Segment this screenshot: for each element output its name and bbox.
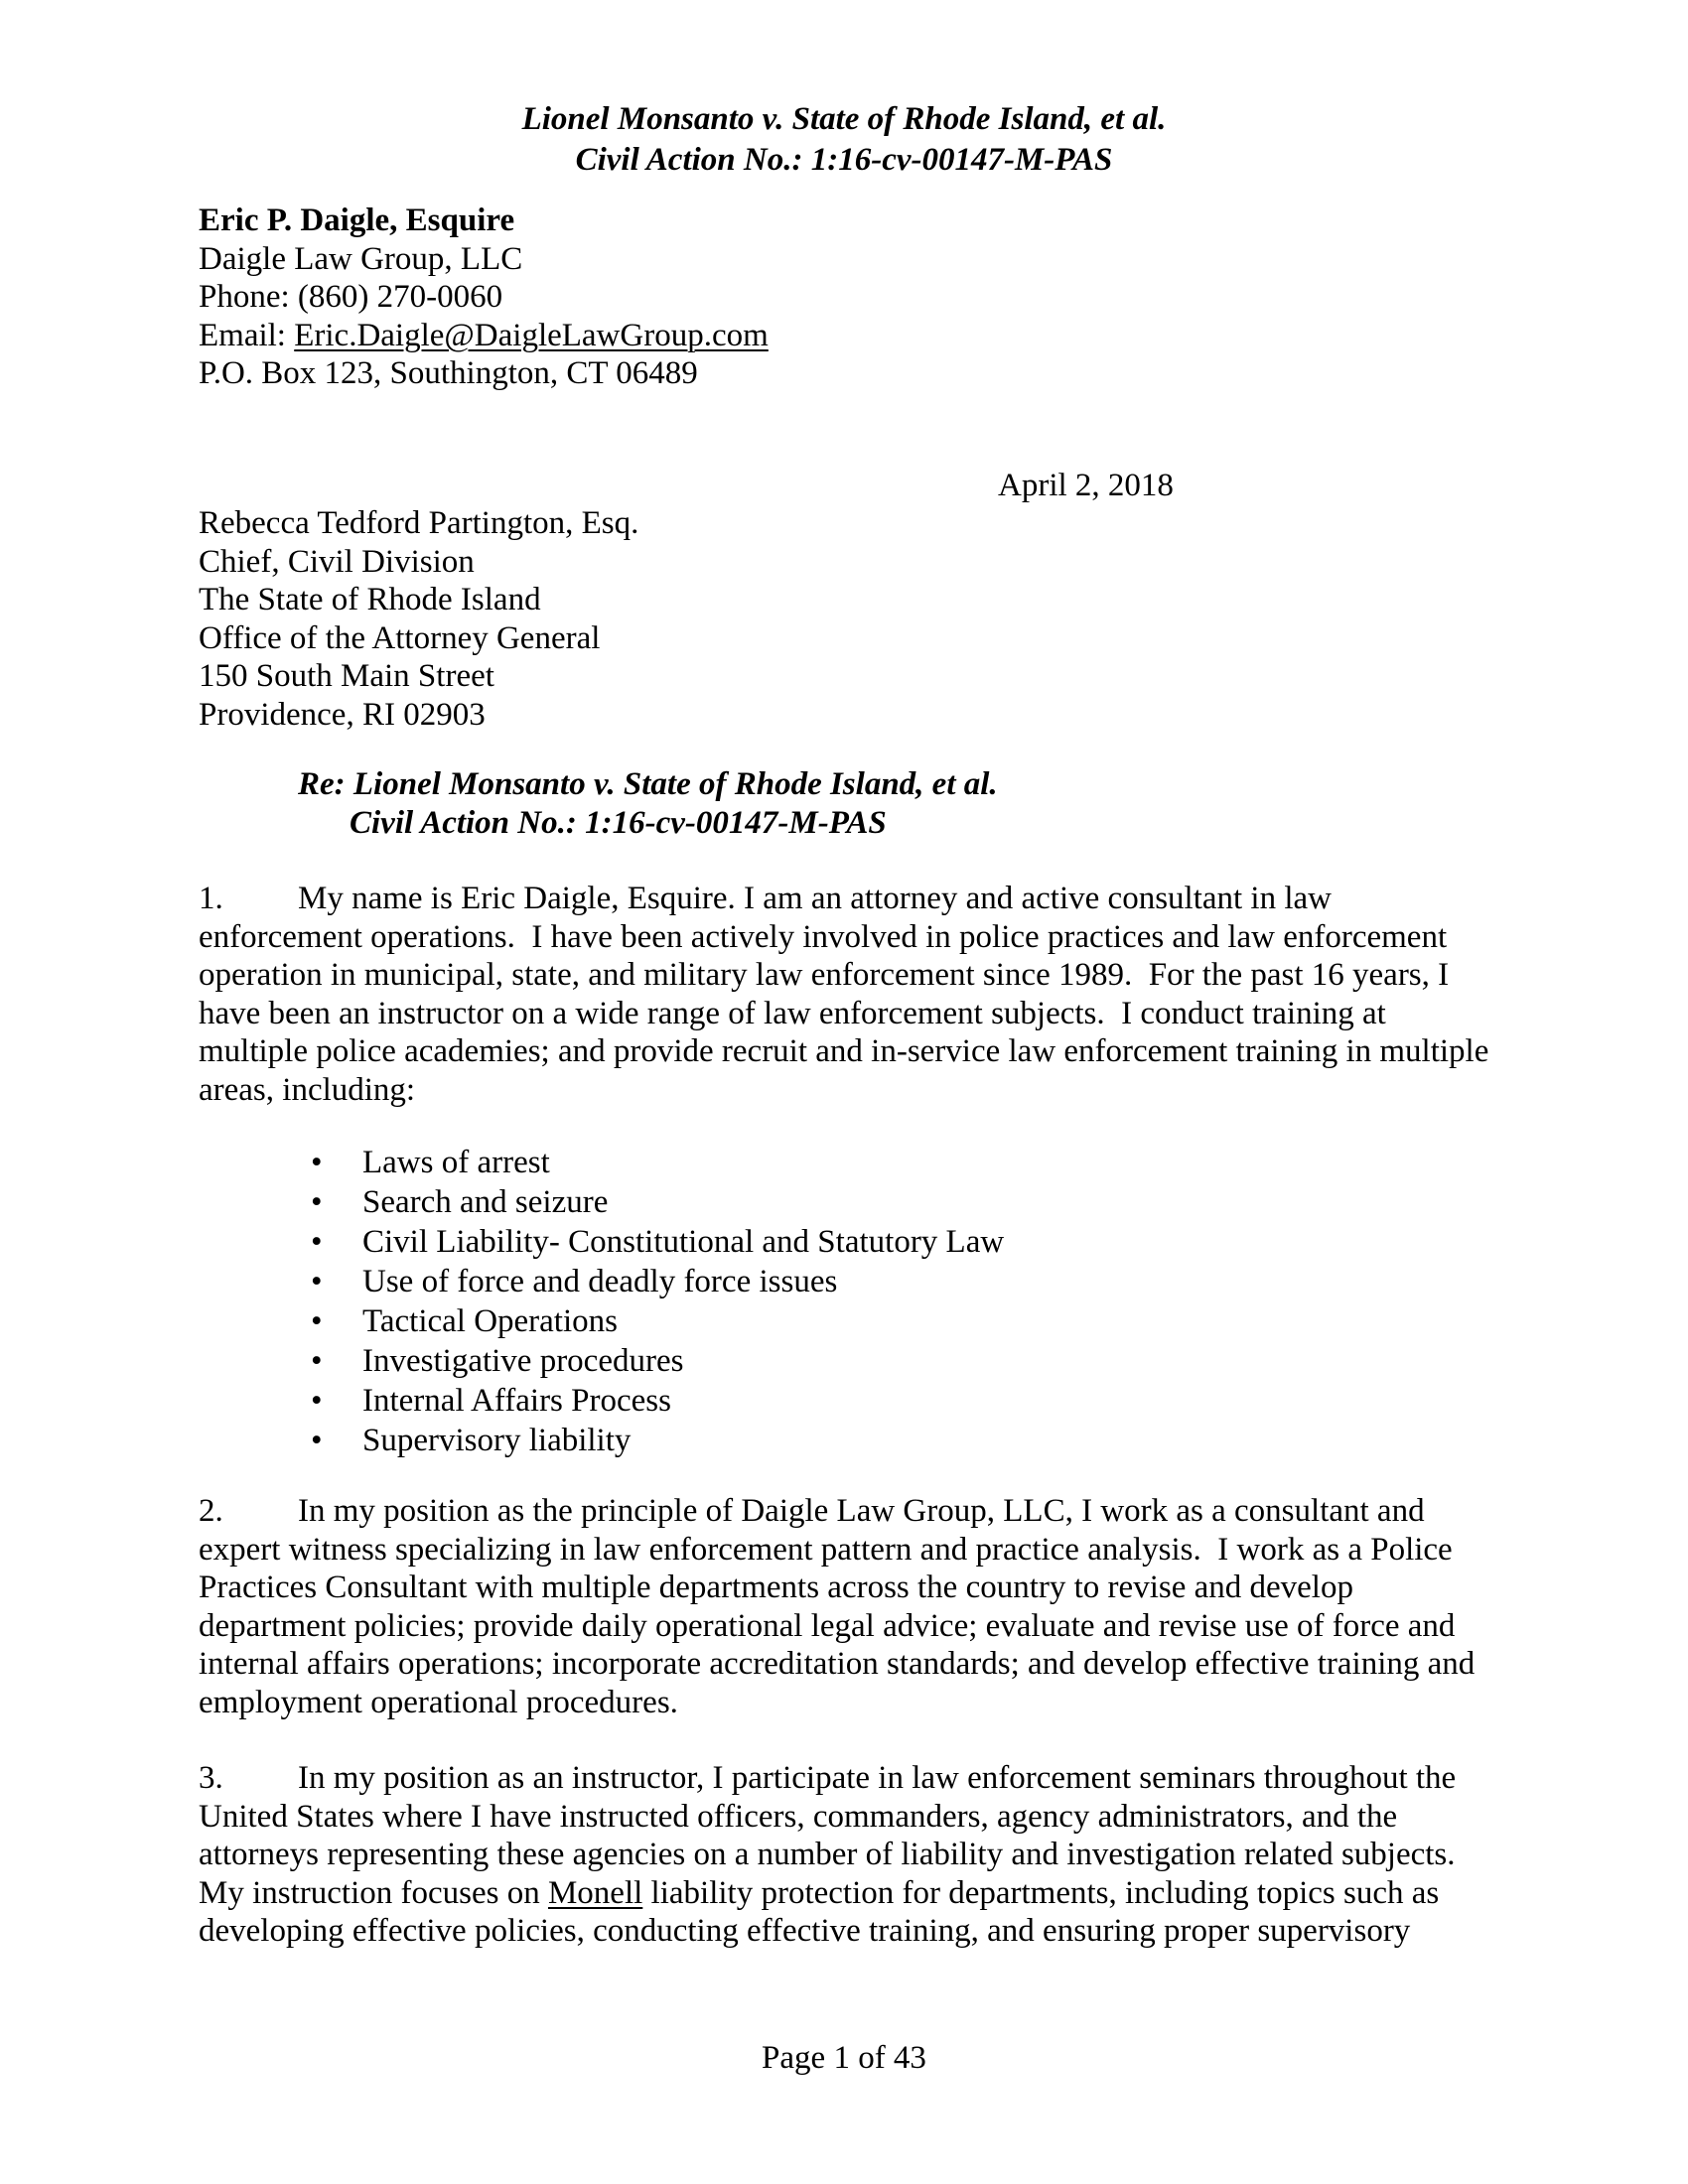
recipient-org: The State of Rhode Island [199,582,541,617]
paragraph-1-text: My name is Eric Daigle, Esquire. I am an attorney and active consultant in law enforcement operations. I have been actively involved in police practices and law enforcement operation in municipal, state, and military law enforcement since 1989. For the past 16 years, I have been an instructor on a wide range of law enforcement subjects. I conduct training at multiple police academies; and provide recruit and in-service law enforcement training in multiple areas, including: [199,881,1497,1108]
recipient-street: 150 South Main Street [199,658,494,694]
bullet-item: • Civil Liability- Constitutional and Statutory Law [199,1222,1489,1262]
recipient-title: Chief, Civil Division [199,543,475,580]
bullet-item: • Laws of arrest [199,1143,1489,1182]
page-footer: Page 1 of 43 [762,2040,926,2076]
paragraph-2 [199,1492,1489,1721]
sender-name: Eric P. Daigle, Esquire [199,203,515,238]
sender-phone: Phone: (860) 270-0060 [199,279,503,315]
bullet-item: • Internal Affairs Process [199,1381,1489,1421]
case-caption [199,99,1489,181]
email-label: Email: [199,317,295,353]
paragraph-1 [199,880,1497,1109]
paragraph-3 [199,1759,1489,1951]
paragraph-3-text-after: liability protection for departments, including topics such as developing effective policies, conducting effective training, and ensuring proper supervisory [199,1874,1448,1949]
email-link[interactable]: Eric.Daigle@DaigleLawGroup.com [294,317,769,353]
paragraph-3-number: 3. [199,1760,223,1796]
letter-content [199,99,1497,1951]
recipient-block [199,504,1489,734]
sender-address: P.O. Box 123, Southington, CT 06489 [199,355,698,391]
bullet-item: • Tactical Operations [199,1301,1489,1341]
recipient-office: Office of the Attorney General [199,619,601,656]
case-title: Lionel Monsanto v. State of Rhode Island, et al. [521,101,1167,137]
paragraph-2-text: In my position as the principle of Daigle Law Group, LLC, I work as a consultant and expert witness specializing in law enforcement pattern and practice analysis. I work as a Police Practices Consultant with multiple departments across the country to revise and develop department policies; provide daily operational legal advice; evaluate and revise use of force and internal affairs operations; incorporate accreditation standards; and develop effective training and employment operational procedures. [199,1493,1483,1720]
bullet-item: • Search and seizure [199,1182,1489,1222]
letter-date: April 2, 2018 [998,467,1174,503]
bullet-item: • Supervisory liability [199,1421,1489,1460]
re-subject-line2: Civil Action No.: 1:16-cv-00147-M-PAS [350,804,887,841]
recipient-city: Providence, RI 02903 [199,696,486,733]
sender-email-line [199,317,1489,355]
bullet-list [199,1143,1489,1460]
paragraph-3-text-before: In my position as an instructor, I participate in law enforcement seminars throughout the United States where I have instructed officers, commanders, agency administrators, and the attorneys representing these agencies on a number of liability and investigation related subjects. My instruction focuses on [199,1760,1473,1911]
monell-citation: Monell [547,1874,643,1911]
paragraph-2-number: 2. [199,1493,223,1529]
re-subject-line1: Re: Lionel Monsanto v. State of Rhode Island, et al. [298,766,998,802]
case-number: Civil Action No.: 1:16-cv-00147-M-PAS [575,142,1113,178]
sender-block [199,202,1489,393]
paragraph-1-number: 1. [199,881,223,916]
bullet-item: • Investigative procedures [199,1341,1489,1381]
recipient-name: Rebecca Tedford Partington, Esq. [199,505,639,541]
bullet-item: • Use of force and deadly force issues [199,1262,1489,1301]
sender-firm: Daigle Law Group, LLC [199,240,523,277]
re-subject-block [199,765,1489,842]
